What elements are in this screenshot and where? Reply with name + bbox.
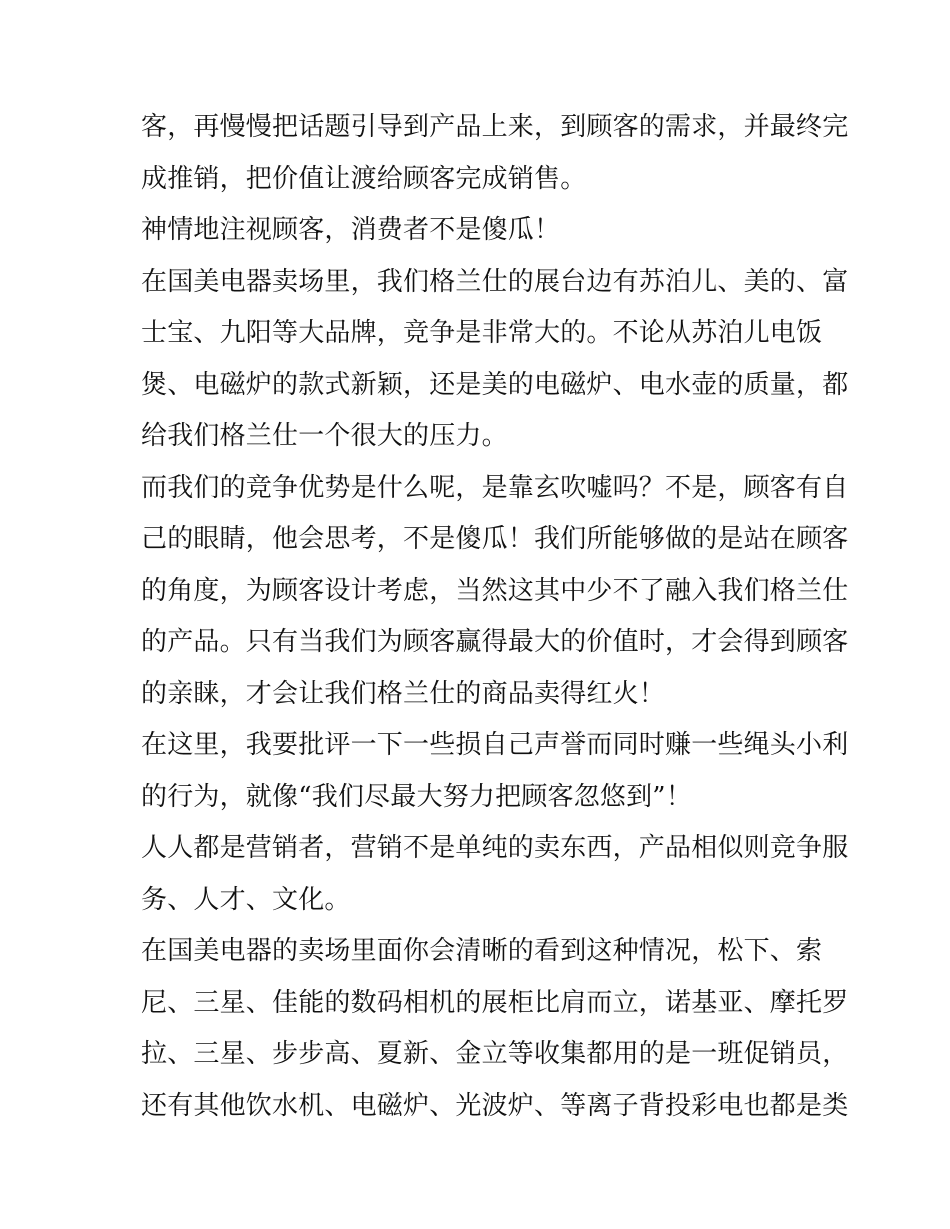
text-line: 务、人才、文化。 (141, 884, 351, 915)
text-line: 的行为，就像“我们尽最大努力把顾客忽悠到”！ (141, 781, 692, 812)
text-line: 尼、三星、佳能的数码相机的展柜比肩而立，诺基亚、摩托罗 (141, 987, 849, 1018)
text-line: 的亲睐，才会让我们格兰仕的商品卖得红火！ (141, 678, 666, 709)
text-line: 拉、三星、步步高、夏新、金立等收集都用的是一班促销员， (141, 1039, 849, 1069)
text-line: 还有其他饮水机、电磁炉、光波炉、等离子背投彩电也都是类 (141, 1090, 849, 1121)
text-line: 给我们格兰仕一个很大的压力。 (141, 421, 508, 451)
text-line: 在国美电器的卖场里面你会清晰的看到这种情况，松下、索 (141, 936, 823, 966)
text-line: 神情地注视顾客，消费者不是傻瓜！ (141, 215, 561, 245)
text-line: 的产品。只有当我们为顾客赢得最大的价值时，才会得到顾客 (141, 627, 849, 657)
text-line: 客，再慢慢把话题引导到产品上来，到顾客的需求，并最终完 (141, 112, 849, 142)
text-line: 己的眼睛，他会思考，不是傻瓜！我们所能够做的是站在顾客 (141, 524, 849, 554)
text-line: 成推销，把价值让渡给顾客完成销售。 (141, 163, 587, 194)
text-line: 煲、电磁炉的款式新颖，还是美的电磁炉、电水壶的质量，都 (141, 369, 849, 400)
text-line: 在这里，我要批评一下一些损自己声誉而同时赚一些绳头小利 (141, 730, 849, 760)
text-line: 的角度，为顾客设计考虑，当然这其中少不了融入我们格兰仕 (141, 575, 849, 606)
text-line: 士宝、九阳等大品牌，竞争是非常大的。不论从苏泊儿电饭 (141, 318, 823, 348)
text-line: 而我们的竞争优势是什么呢，是靠玄吹嘘吗？不是，顾客有自 (141, 472, 849, 503)
document-body (141, 102, 849, 1132)
text-line: 在国美电器卖场里，我们格兰仕的展台边有苏泊儿、美的、富 (141, 266, 849, 297)
text-line: 人人都是营销者，营销不是单纯的卖东西，产品相似则竞争服 (141, 833, 849, 863)
